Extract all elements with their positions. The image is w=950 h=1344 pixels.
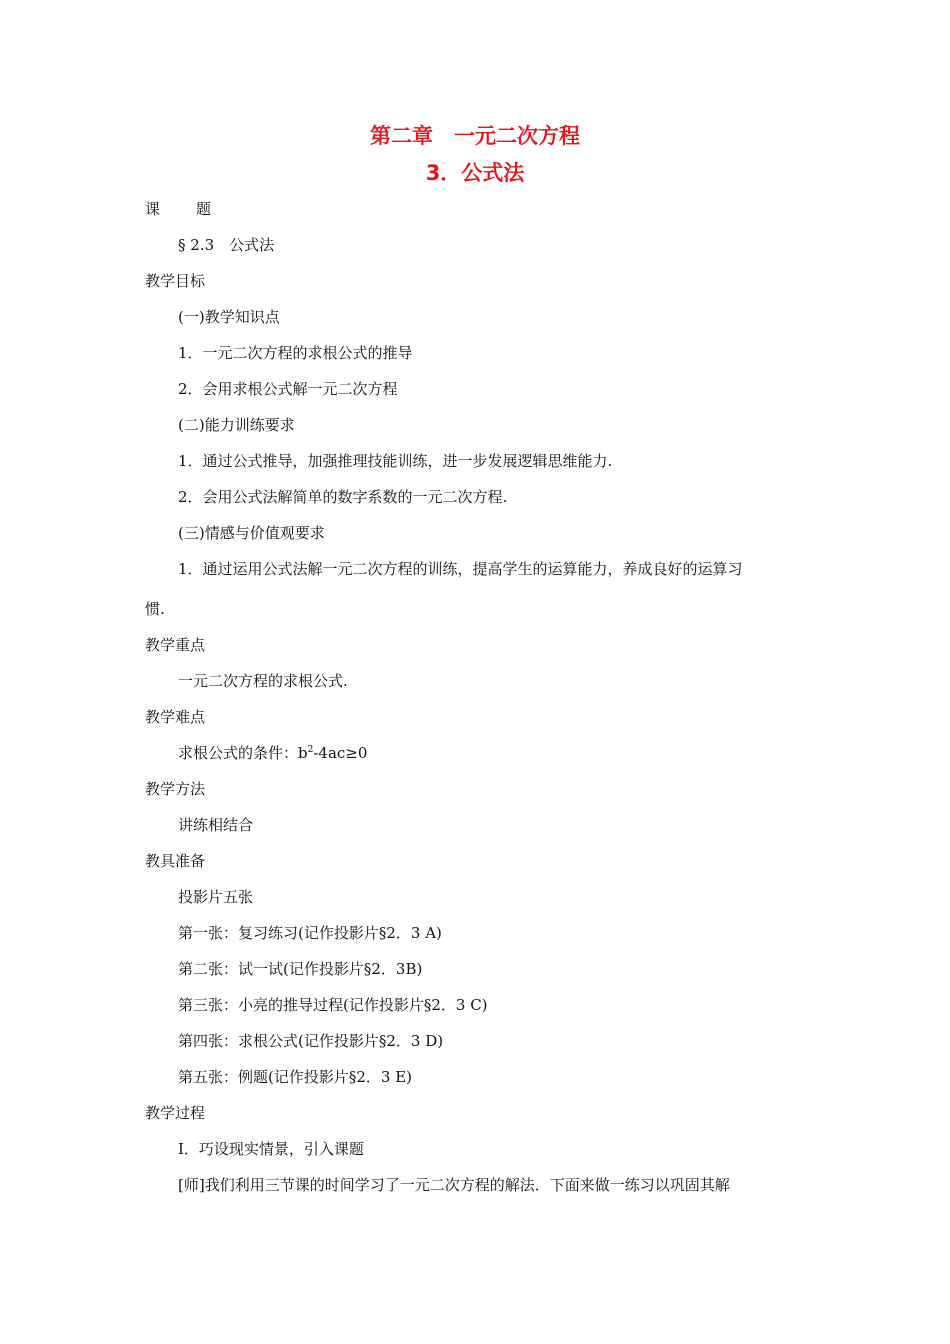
difficulty-text bbox=[178, 742, 367, 764]
ability-heading: (二)能力训练要求 bbox=[178, 416, 295, 434]
tools-text: 投影片五张 bbox=[178, 888, 254, 906]
key-heading: 教学重点 bbox=[145, 636, 206, 654]
slide-item-3: 第三张：小亮的推导过程(记作投影片§2．3 C) bbox=[178, 996, 488, 1014]
emotion-item-1-line-1: 1．通过运用公式法解一元二次方程的训练，提高学生的运算能力，养成良好的运算习 bbox=[178, 560, 743, 578]
difficulty-exponent: 2 bbox=[307, 745, 314, 755]
knowledge-heading: (一)教学知识点 bbox=[178, 308, 280, 326]
chapter-title: 第二章 一元二次方程 bbox=[370, 124, 580, 148]
tools-heading: 教具准备 bbox=[145, 852, 206, 870]
slide-item-2: 第二张：试一试(记作投影片§2．3B) bbox=[178, 960, 423, 978]
difficulty-suffix: -4ac≥0 bbox=[313, 744, 368, 762]
knowledge-item-1: 1．一元二次方程的求根公式的推导 bbox=[178, 344, 413, 362]
topic-text: § 2.3 公式法 bbox=[178, 236, 275, 254]
objectives-heading: 教学目标 bbox=[145, 272, 206, 290]
knowledge-item-2: 2．会用求根公式解一元二次方程 bbox=[178, 380, 398, 398]
topic-label-b: 题 bbox=[196, 200, 212, 218]
ability-item-1: 1．通过公式推导，加强推理技能训练，进一步发展逻辑思维能力. bbox=[178, 452, 613, 470]
process-step-1: Ⅰ．巧设现实情景，引入课题 bbox=[178, 1140, 364, 1158]
method-heading: 教学方法 bbox=[145, 780, 206, 798]
process-heading: 教学过程 bbox=[145, 1104, 206, 1122]
topic-label-a: 课 bbox=[145, 200, 161, 218]
process-teacher-text: [师]我们利用三节课的时间学习了一元二次方程的解法．下面来做一练习以巩固其解 bbox=[178, 1176, 730, 1194]
difficulty-heading: 教学难点 bbox=[145, 708, 206, 726]
difficulty-prefix: 求根公式的条件：b bbox=[178, 744, 308, 762]
topic-label bbox=[145, 198, 211, 220]
emotion-item-1-line-2: 惯. bbox=[145, 600, 165, 618]
method-text: 讲练相结合 bbox=[178, 816, 254, 834]
ability-item-2: 2．会用公式法解简单的数字系数的一元二次方程. bbox=[178, 488, 508, 506]
slide-item-1: 第一张：复习练习(记作投影片§2．3 A) bbox=[178, 924, 442, 942]
key-text: 一元二次方程的求根公式. bbox=[178, 672, 348, 690]
slide-item-4: 第四张：求根公式(记作投影片§2．3 D) bbox=[178, 1032, 444, 1050]
section-title: 3．公式法 bbox=[425, 161, 525, 185]
emotion-heading: (三)情感与价值观要求 bbox=[178, 524, 325, 542]
slide-item-5: 第五张：例题(记作投影片§2．3 E) bbox=[178, 1068, 413, 1086]
